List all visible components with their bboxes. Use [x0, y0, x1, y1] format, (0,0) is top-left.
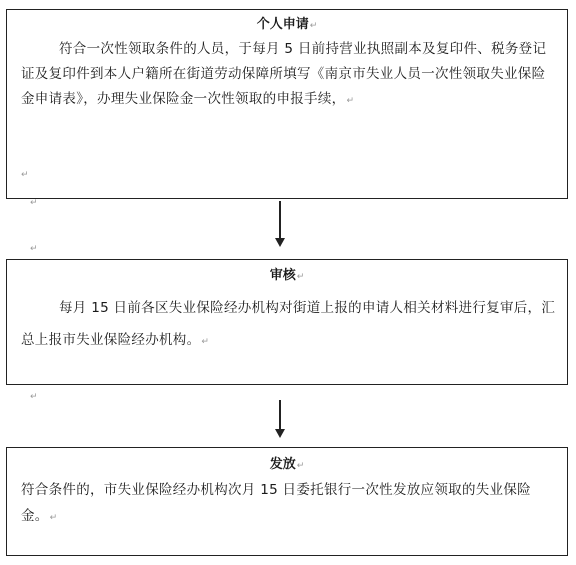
step-description — [7, 286, 567, 358]
paragraph-mark-icon: ↵ — [296, 461, 305, 471]
paragraph-mark-icon: ↵ — [201, 337, 210, 347]
step-description-text: 符合条件的，市失业保险经办机构次月 15 日委托银行一次性发放应领取的失业保险金。 — [21, 482, 531, 524]
paragraph-mark-icon: ↵ — [21, 170, 29, 180]
step-title — [7, 16, 567, 35]
step-title-text: 发放 — [269, 457, 296, 472]
paragraph-mark-icon: ↵ — [49, 513, 58, 523]
step-title-text: 审核 — [269, 268, 296, 283]
step-description-text: 符合一次性领取条件的人员，于每月 5 日前持营业执照副本及复印件、税务登记证及复印件到本人户籍所在街道劳动保障所填写《南京市失业人员一次性领取失业保险金申请表》，办理失业保险金一次性领取的申报手续， — [21, 41, 547, 107]
paragraph-mark-icon: ↵ — [296, 272, 305, 282]
step-title — [7, 456, 567, 475]
flow-arrow-down-icon — [275, 201, 285, 249]
paragraph-mark-icon: ↵ — [309, 21, 318, 31]
step-title — [7, 267, 567, 286]
step-box-disbursement — [6, 447, 568, 556]
step-description — [7, 35, 567, 114]
step-box-personal-application — [6, 9, 568, 199]
step-description-text: 每月 15 日前各区失业保险经办机构对街道上报的申请人相关材料进行复审后，汇总上报市失业保险经办机构。 — [21, 300, 556, 348]
flow-arrow-down-icon — [275, 400, 285, 440]
step-description — [7, 475, 567, 531]
paragraph-mark-icon: ↵ — [346, 96, 355, 106]
step-box-review — [6, 259, 568, 385]
paragraph-mark-icon: ↵ — [30, 392, 38, 402]
paragraph-mark-icon: ↵ — [30, 198, 38, 208]
paragraph-mark-icon: ↵ — [30, 244, 38, 254]
step-title-text: 个人申请 — [256, 17, 309, 32]
